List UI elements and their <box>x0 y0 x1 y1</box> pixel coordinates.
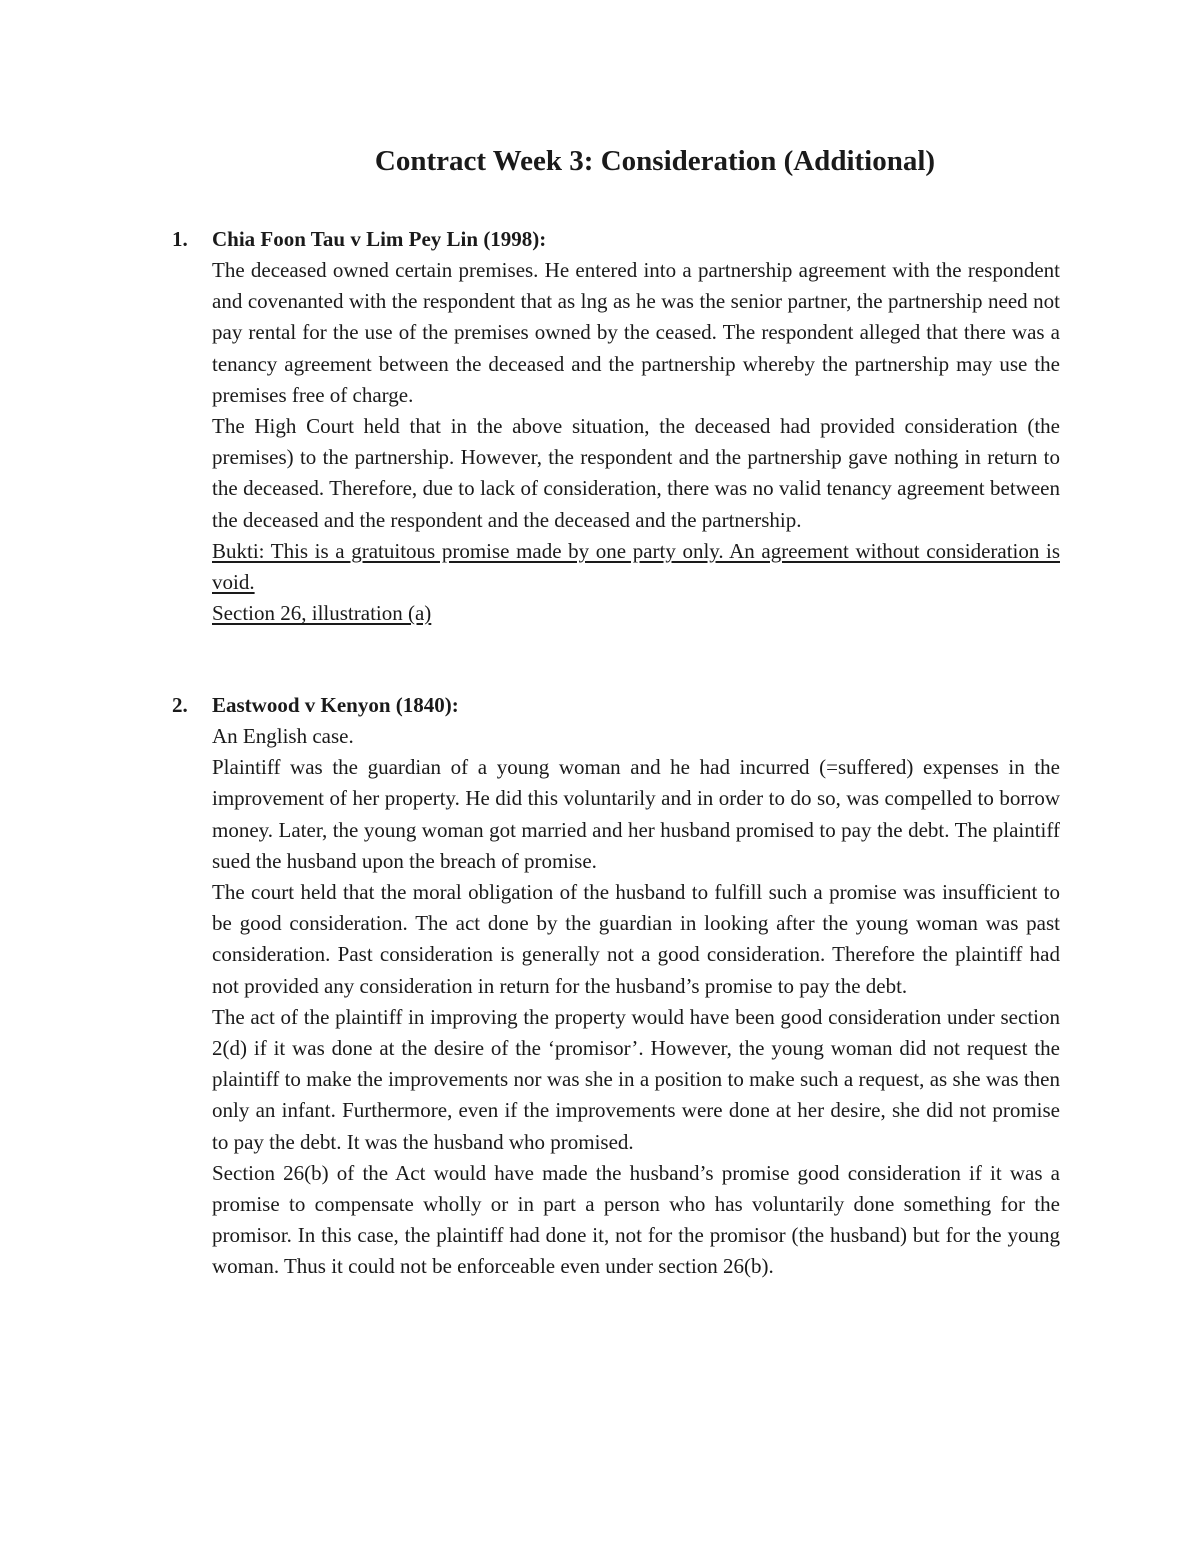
case-holding-paragraph: The court held that the moral obligation of the husband to fulfill such a promise was insufficient to be good consideration. The act done by the guardian in looking after the young woman was past consideration. Past consideration is generally not a good consideration. Therefore the plaintiff had not provided any consideration in return for the husband’s promise to pay the debt. <box>212 880 1060 998</box>
case-analysis-paragraph: The act of the plaintiff in improving the property would have been good consideration under section 2(d) if it was done at the desire of the ‘promisor’. However, the young woman did not request the plaintiff to make the improvements nor was she in a position to make such a request, as she was then only an infant. Furthermore, even if the improvements were done at her desire, she did not promise to pay the debt. It was the husband who promised. <box>212 1004 1060 1154</box>
case-number: 2. <box>172 693 188 717</box>
case-heading <box>170 224 1060 255</box>
case-section-paragraph: Section 26(b) of the Act would have made the husband’s promise good consideration if it was a promise to compensate wholly or in part a person who has voluntarily done something for the promisor. In this case, the plaintiff had done it, not for the promisor (the husband) but for the young woman. Thus it could not be enforceable even under section 26(b). <box>212 1160 1060 1279</box>
case-note-paragraph: Bukti: This is a gratuitous promise made by one party only. An agreement without consideration is void. <box>212 538 1060 595</box>
case-section <box>170 690 1060 1283</box>
case-heading <box>170 690 1060 721</box>
case-number: 1. <box>172 227 188 251</box>
page-title: Contract Week 3: Consideration (Additional) <box>374 145 936 177</box>
case-reference: Section 26, illustration (a) <box>212 601 432 626</box>
case-intro-paragraph: An English case. <box>212 724 354 748</box>
case-body <box>212 721 1060 1283</box>
case-title: Chia Foon Tau v Lim Pey Lin (1998): <box>212 227 547 251</box>
case-facts-paragraph: The deceased owned certain premises. He entered into a partnership agreement with the respondent and covenanted with the respondent that as lng as he was the senior partner, the partnership need not pay rental for the use of the premises owned by the ceased. The respondent alleged that there was a tenancy agreement between the deceased and the partnership whereby the partnership may use the premises free of charge. <box>212 258 1060 407</box>
case-body <box>212 255 1060 629</box>
case-facts-paragraph: Plaintiff was the guardian of a young woman and he had incurred (=suffered) expenses in the improvement of her property. He did this voluntarily and in order to do so, was compelled to borrow money. Later, the young woman got married and her husband promised to pay the debt. The plaintiff sued the husband upon the breach of promise. <box>212 755 1060 873</box>
case-section <box>170 224 1060 629</box>
case-holding-paragraph: The High Court held that in the above situation, the deceased had provided consideration (the premises) to the partnership. However, the respondent and the partnership gave nothing in return to the deceased. Therefore, due to lack of consideration, there was no valid tenancy agreement between the deceased and the respondent and the deceased and the partnership. <box>212 414 1060 532</box>
case-title: Eastwood v Kenyon (1840): <box>212 693 459 717</box>
